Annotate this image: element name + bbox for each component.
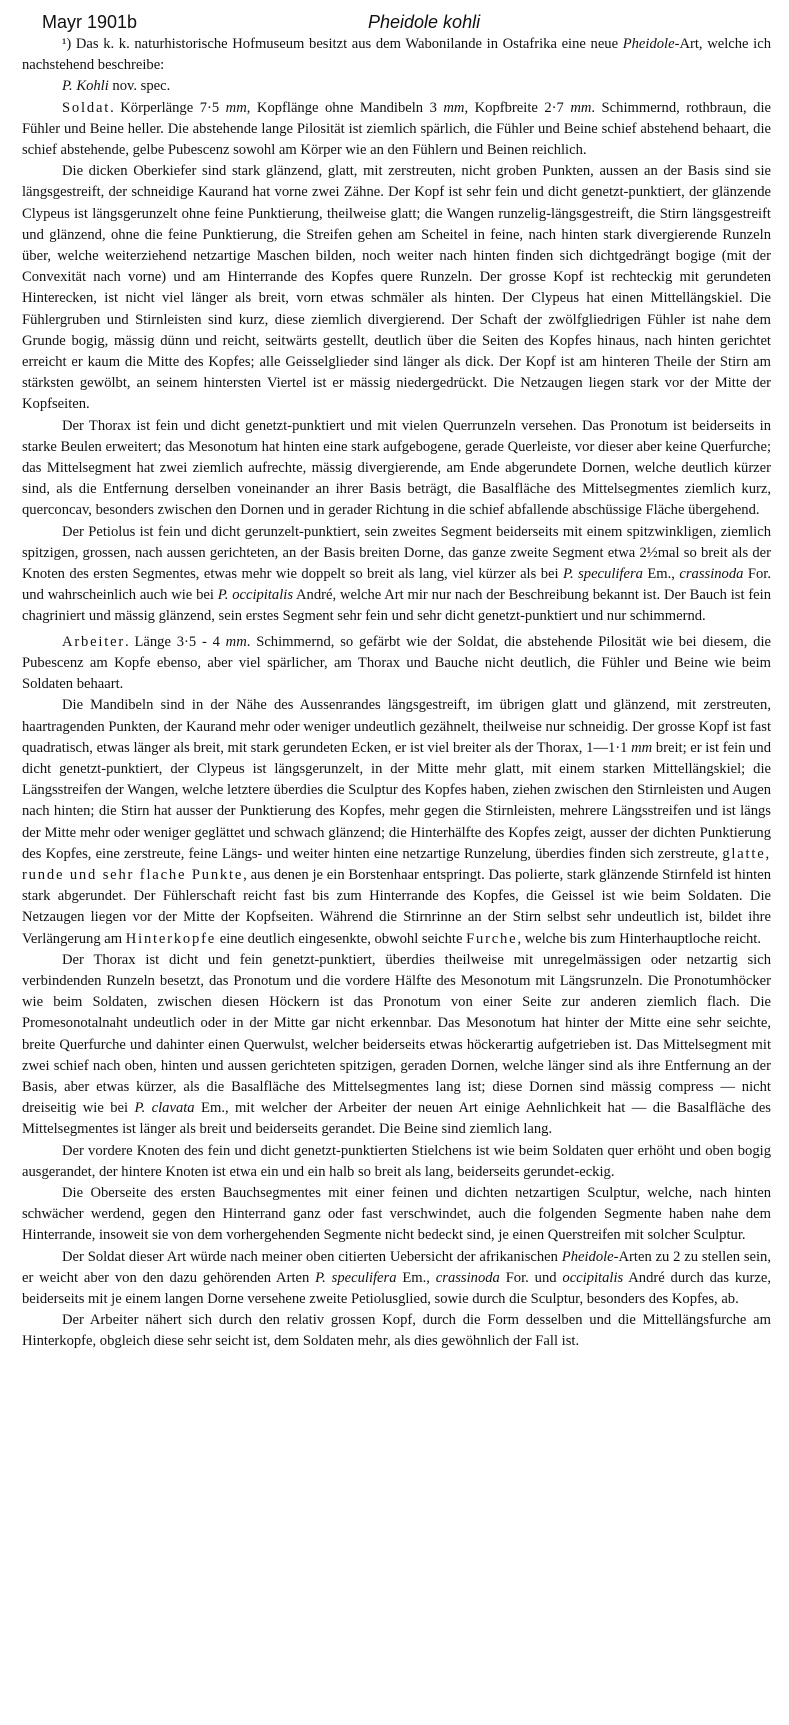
- document-body: [22, 34, 771, 1353]
- paragraph: [22, 161, 771, 415]
- text-run: eine deutlich eingesenkte, obwohl seichte: [216, 930, 467, 947]
- text-run: , aus denen je ein Borstenhaar entspringt. Das polierte, stark glänzende Stirnfeld ist hinten stark abgerundet. Der Fühlerschaft reicht fast bis zum Hinterrande des Kopfes, die Geissel ist wie beim Soldaten. Die Netzaugen liegen vor der Mitte der Kopfseiten. Während die Stirnrinne an der Stirn selbst sehr undeutlich ist, bildet ihre Verlängerung am: [22, 866, 772, 947]
- text-run: Die dicken Oberkiefer sind stark glänzend, glatt, mit zerstreuten, nicht groben Punkten, aussen an der Basis sind sie längsgestreift, der schneidige Kaurand hat vorne zwei Zähne. Der Kopf ist sehr fein und dicht genetzt-punktiert, der glänzende Clypeus ist längsgerunzelt ohne feine Punktierung, theilweise glatt; die Wangen runzelig-längsgestreift, die Stirn längsgestreift und glänzend, ohne die feine Punktierung, die Streifen gehen am Scheitel in feine, nach hinten stark divergierende Runzeln über, welche weiterziehend netzartige Maschen bilden, noch weiter nach hinten finden sich dichtgedrängt bogige (mit der Convexität nach vorne) und am Hinterrande des Kopfes quere Runzeln. Der grosse Kopf ist rechteckig mit gerundeten Hinterecken, ist nicht viel länger als breit, vorn etwas schmäler als hinten. Der Clypeus hat einen Mittellängskiel. Die Fühlergruben und Stirnleisten sind kurz, diese ziemlich divergierend. Der Schaft der zwölfgliedrigen Fühler ist nahe dem Grunde bogig, mässig dünn und reicht, seitwärts gestellt, deutlich über die Seiten des Kopfes hinaus, nach hinten gerichtet erreicht er kaum die Mitte des Kopfes; alle Geisselglieder sind länger als dick. Der Kopf ist am hinteren Theile der Stirn am stärksten gewölbt, an seinem hintersten Viertel ist er mässig niedergedrückt. Die Netzaugen liegen stark vor der Mitte der Kopfseiten.: [22, 163, 771, 413]
- text-run: -Art, welche ich nachstehend beschreibe:: [22, 36, 771, 74]
- text-run: Der Thorax ist dicht und fein genetzt-punktiert, überdies theilweise mit unregelmässigen oder netzartig sich verbindenden Runzeln besetzt, das Pronotum und die vordere Hälfte des Mesonotum mit Längsrunzeln. Die Pronotumhöcker wie beim Soldaten, zwischen diesen Höckern ist das Pronotum von einer Seite zur anderen ziemlich flach. Die Promesonotalnaht undeutlich oder in der Mitte gar nicht erkennbar. Das Mesonotum hat hinter der Mitte eine sehr seichte, breite Querfurche und dahinter einen Querwulst, welcher beiderseits etwas höckerartig aufgetrieben ist. Das Mittelsegment mit zwei schief nach oben, hinten und aussen gerichteten spitzigen, geraden Dornen, welche länger sind als ihre Entfernung an der Basis, aber etwas kürzer, als die Basalfläche des Mittelsegmentes lang ist; diese Dornen sind mässig compress — nicht dreiseitig wie bei: [22, 951, 771, 1117]
- page-title: Pheidole kohli: [368, 12, 481, 32]
- text-run: Der Thorax ist fein und dicht genetzt-punktiert und mit vielen Querrunzeln versehen. Das Pronotum ist beiderseits in starke Beulen erweitert; das Mesonotum hat hinten eine stark aufgebogene, gerade Querleiste, vor dieser aber keine Querfurche; das Mittelsegment hat zwei ziemlich aufrechte, mässig divergierende, am Ende abgerundete Dornen, welche deutlich kürzer sind, als die Entfernung derselben voneinander an ihrer Basis beträgt, die Basalfläche des Mittelsegmentes ziemlich kurz, querconcav, besonders zwischen den Dornen und in gerader Richtung in die schief abfallende abschüssige Fläche übergehend.: [22, 417, 771, 519]
- spaced-text: glatte, runde und sehr flache Punkte: [22, 845, 771, 883]
- text-run: breit; er ist fein und dicht genetzt-punktiert, der Clypeus ist längsgerunzelt, in der Mitte mehr glatt, mit einem starken Mittellängskiel; die Längsstreifen der Wangen, welche letztere überdies die Sculptur des Kopfes haben, ziehen zwischen den Stirnleisten und Augen nach hinten; die Stirn hat ausser der Punktierung des Kopfes, mehr gegen die Stirnleisten, mehrere Längsstreifen und ist längs der Mitte mehr oder weniger geglättet und schwach glänzend; die Hinterhälfte des Kopfes zeigt, ausser der dichten Punktierung des Kopfes, eine zerstreute, feine Längs- und weiter hinten eine netzartige Runzelung, überdies finden sich zerstreute,: [22, 739, 771, 862]
- italic-text: P. speculifera: [562, 566, 643, 583]
- italic-text: P. clavata: [134, 1100, 195, 1117]
- paragraph: [22, 522, 771, 628]
- paragraph: [22, 1310, 771, 1352]
- italic-text: mm: [631, 739, 653, 756]
- paragraph: [22, 632, 771, 696]
- text-run: , Kopfbreite 2·7: [464, 99, 571, 116]
- paragraph: [22, 98, 771, 162]
- spaced-text: Hinterkopfe: [125, 930, 217, 947]
- text-run: . Länge 3·5 - 4: [125, 633, 226, 650]
- text-run: , Kopflänge ohne Mandibeln 3: [246, 99, 444, 116]
- italic-text: occipitalis: [562, 1269, 624, 1286]
- italic-text: crassinoda: [679, 566, 744, 583]
- citation-label: Mayr 1901b: [42, 12, 138, 32]
- paragraph: [22, 695, 771, 949]
- paragraph: [22, 1183, 771, 1247]
- text-run: Der Petiolus ist fein und dicht gerunzelt-punktiert, sein zweites Segment beiderseits mit einem spitzwinkligen, ziemlich spitzigen, grossen, nach aussen gerichteten, an der Basis breiten Dorne, das ganze zweite Segment etwa 2½mal so breit als der Knoten des ersten Segmentes, etwas mehr wie doppelt so breit als lang, viel kürzer als bei: [22, 523, 771, 583]
- italic-text: Pheidole: [622, 36, 675, 52]
- paragraph: [22, 1141, 771, 1183]
- text-run: . Körperlänge 7·5: [110, 99, 226, 116]
- italic-text: P. speculifera: [315, 1269, 397, 1286]
- paragraph: [22, 950, 771, 1141]
- italic-text: crassinoda: [435, 1269, 500, 1286]
- text-run: Die Oberseite des ersten Bauchsegmentes mit einer feinen und dichten netzartigen Sculptur, welche, nach hinten schwächer werdend, gegen den Hinterrand ganz oder fast verschwindet, auch die folgenden Segmente haben nahe dem Hinterrande, insoweit sie von dem vorhergehenden Segmente nicht bedeckt sind, je einen Querstreifen mit solcher Sculptur.: [22, 1184, 771, 1244]
- text-run: , welche bis zum Hinterhauptloche reicht.: [517, 930, 761, 947]
- text-run: For. und: [499, 1269, 563, 1286]
- italic-text: mm: [570, 99, 592, 116]
- text-run: . Schimmernd, rothbraun, die Fühler und Beine heller. Die abstehende lange Pilosität ist ziemlich spärlich, die Fühler und Beine schief abstehend behaart, die schief abstehende, gelbe Pubescenz sowohl am Körper wie an den Fühlern und Beinen reichlich.: [22, 99, 771, 159]
- text-run: -Arten zu 2 zu stellen sein, er weicht aber von den dazu gehörenden Arten: [22, 1248, 771, 1286]
- text-run: For. und wahrscheinlich auch wie bei: [22, 566, 771, 604]
- text-run: ¹) Das k. k. naturhistorische Hofmuseum besitzt aus dem Wabonilande in Ostafrika eine neue: [62, 36, 623, 52]
- italic-text: mm: [225, 99, 247, 116]
- text-run: Der vordere Knoten des fein und dicht genetzt-punktierten Stielchens ist wie beim Soldaten quer erhöht und oben bogig ausgerandet, der hintere Knoten ist etwa ein und ein halb so breit als lang, beiderseits gerundet-eckig.: [22, 1142, 771, 1180]
- text-run: Der Arbeiter nähert sich durch den relativ grossen Kopf, durch die Form desselben und die Mittellängsfurche am Hinterkopfe, obgleich diese sehr seicht ist, dem Soldaten mehr, als dies gewöhnlich der Fall ist.: [22, 1312, 771, 1350]
- text-run: Em., mit welcher der Arbeiter der neuen Art einige Aehnlichkeit hat — die Basalfläche des Mittelsegmentes ist länger als breit und beiderseits gerandet. Die Beine sind ziemlich lang.: [22, 1100, 771, 1138]
- text-run: Em.,: [642, 566, 680, 583]
- text-run: Der Soldat dieser Art würde nach meiner oben citierten Uebersicht der afrikanischen: [62, 1248, 562, 1265]
- italic-text: mm: [225, 633, 247, 650]
- text-run: André durch das kurze, beiderseits mit je einem langen Dorne versehene zweite Petiolusglied, sowie durch die Sculptur, besonders des Kopfes, ab.: [22, 1269, 771, 1307]
- spaced-text: Furche: [466, 930, 518, 947]
- paragraph: [22, 416, 771, 522]
- text-run: nov. spec.: [108, 78, 171, 95]
- italic-text: P. occipitalis: [217, 587, 294, 604]
- text-run: André, welche Art mir nur nach der Beschreibung bekannt ist. Der Bauch ist fein chagriniert und mässig glänzend, sein erstes Segment sehr fein und sehr dicht genetzt-punktiert und nur schimmernd.: [22, 587, 772, 625]
- spaced-text: Soldat: [62, 99, 111, 116]
- paragraph: [22, 34, 771, 76]
- paragraph: [22, 1247, 771, 1311]
- text-run: Em.,: [396, 1269, 436, 1286]
- text-run: Die Mandibeln sind in der Nähe des Aussenrandes längsgestreift, im übrigen glatt und glänzend, mit zerstreuten, haartragenden Punkten, der Kaurand mehr oder weniger undeutlich gezähnelt, theilweise nur schneidig. Der grosse Kopf ist fast quadratisch, etwas länger als breit, mit stark gerundeten Ecken, er ist viel breiter als der Thorax, 1—1·1: [22, 697, 771, 756]
- italic-text: Pheidole: [561, 1248, 614, 1265]
- text-run: . Schimmernd, so gefärbt wie der Soldat, die abstehende Pilosität wie bei diesem, die Pubescenz am Kopfe ebenso, aber viel spärlicher, am Thorax und Bauche nicht deutlich, die Fühler und Beine wie beim Soldaten behaart.: [22, 633, 771, 693]
- italic-text: P. Kohli: [62, 78, 109, 95]
- italic-text: mm: [443, 99, 465, 116]
- spaced-text: Arbeiter: [62, 633, 126, 650]
- page-header: [22, 6, 771, 32]
- paragraph: [22, 76, 771, 97]
